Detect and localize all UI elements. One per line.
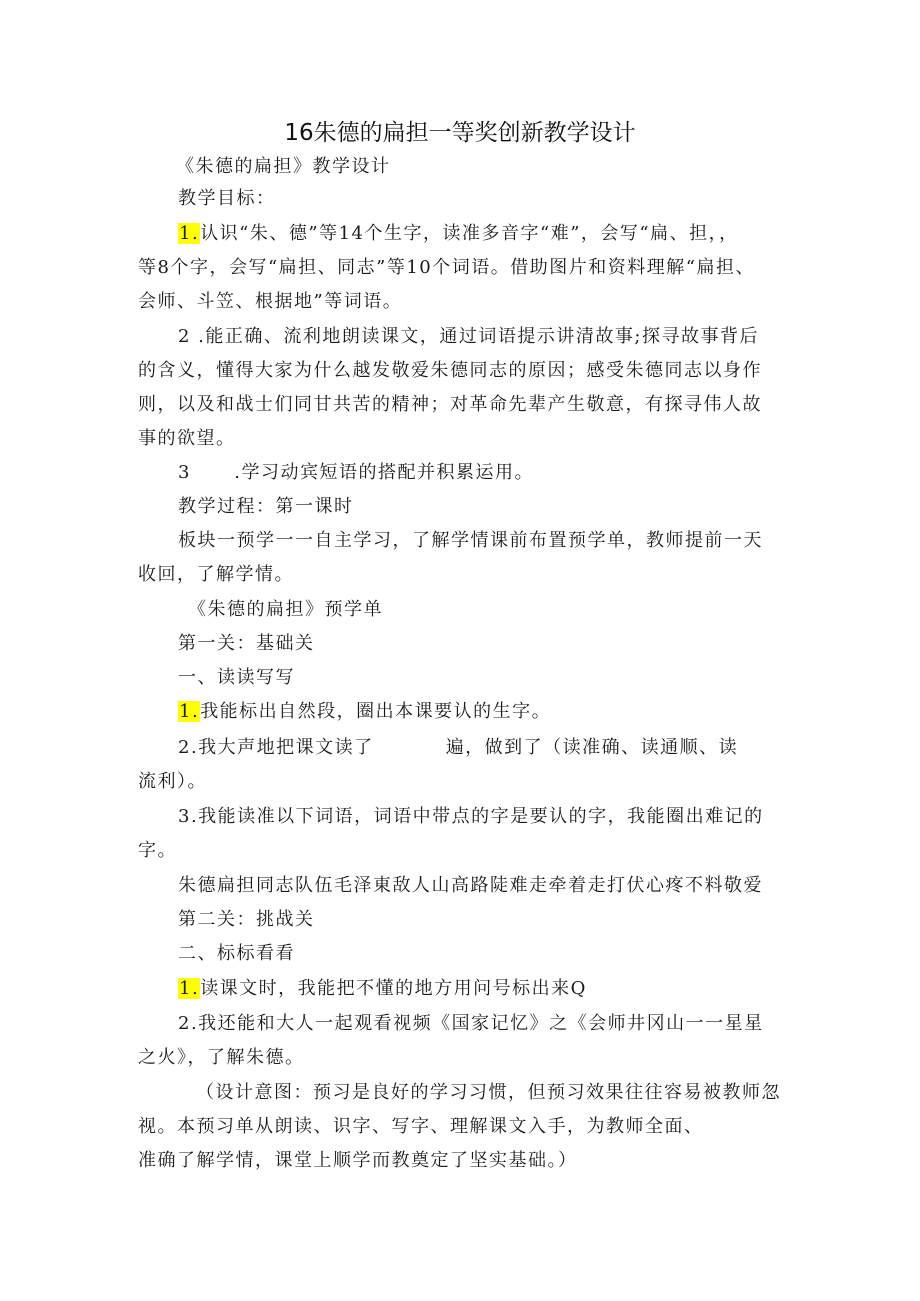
- level-two-heading: 第二关：挑战关: [178, 909, 315, 930]
- vocabulary-list: 朱德扁担同志队伍毛泽東敌人山高路陡难走牵着走打伏心疼不料敬爱: [178, 875, 763, 896]
- objective-2-line-2: 的含义，懂得大家为什么越发敬爱朱德同志的原因；感受朱德同志以身作: [138, 360, 762, 381]
- design-intent-line-3: 准确了解学情，课堂上顺学而教奠定了坚实基础。）: [138, 1150, 578, 1171]
- task-5-line-2: 之火》，了解朱德。: [138, 1047, 305, 1068]
- objective-1-line-3: 会师、斗笠、根据地”等词语。: [138, 291, 403, 312]
- block-one-line-1: 板块一预学一一自主学习，了解学情课前布置预学单，教师提前一天: [178, 530, 763, 551]
- task-2-line-1: 2.我大声地把课文读了 遍，做到了（读准确、读通顺、读: [178, 737, 739, 758]
- task-3-line-2: 字。: [138, 840, 177, 861]
- design-intent-line-1: （设计意图：预习是良好的学习习惯，但预习效果往往容易被教师忽: [196, 1082, 781, 1103]
- level-one-heading: 第一关：基础关: [178, 633, 315, 654]
- process-heading: 教学过程：第一课时: [178, 496, 354, 517]
- document-title: 16朱德的扁担一等奖创新教学设计: [284, 120, 636, 146]
- objectives-heading: 教学目标：: [178, 188, 276, 209]
- section-two-heading: 二、标标看看: [178, 943, 295, 964]
- subtitle: 《朱德的扁担》教学设计: [176, 156, 391, 177]
- highlight-marker: 1.: [179, 223, 200, 244]
- design-intent-line-2: 视。本预习单从朗读、识字、写字、理解课文入手，为教师全面、: [138, 1116, 704, 1137]
- objective-1-line-2: 等8个字，会写“扁担、同志”等10个词语。借助图片和资料理解“扁担、: [138, 257, 755, 278]
- preview-sheet-title: 《朱德的扁担》预学单: [188, 599, 383, 620]
- highlight-marker: 1.: [179, 978, 200, 999]
- task-5-line-1: 2.我还能和大人一起观看视频《国家记忆》之《会师井冈山一一星星: [178, 1013, 764, 1034]
- objective-3: 3 .学习动宾短语的搭配并积累运用。: [178, 462, 535, 483]
- task-2-line-2: 流利）。: [138, 771, 207, 792]
- highlight-marker: 1.: [179, 701, 200, 722]
- objective-1-line-1: 1.认识“朱、德”等14个生字，读准多音字“难”，会写“扁、担，，: [179, 223, 739, 244]
- objective-2-line-1: 2 .能正确、流利地朗读课文，通过词语提示讲清故事;探寻故事背后: [178, 326, 759, 347]
- block-one-line-2: 收回，了解学情。: [138, 564, 294, 585]
- task-3-line-1: 3.我能读准以下词语，词语中带点的字是要认的字，我能圈出难记的: [178, 806, 764, 827]
- task-1: 1.我能标出自然段，圈出本课要认的生字。: [179, 701, 552, 722]
- task-4: 1.读课文时，我能把不懂的地方用问号标出来Q: [179, 978, 587, 999]
- objective-2-line-3: 则，以及和战士们同甘共苦的精神；对革命先辈产生敬意，有探寻伟人故: [138, 394, 762, 415]
- objective-2-line-4: 事的欲望。: [138, 428, 236, 449]
- section-one-heading: 一、读读写写: [178, 667, 295, 688]
